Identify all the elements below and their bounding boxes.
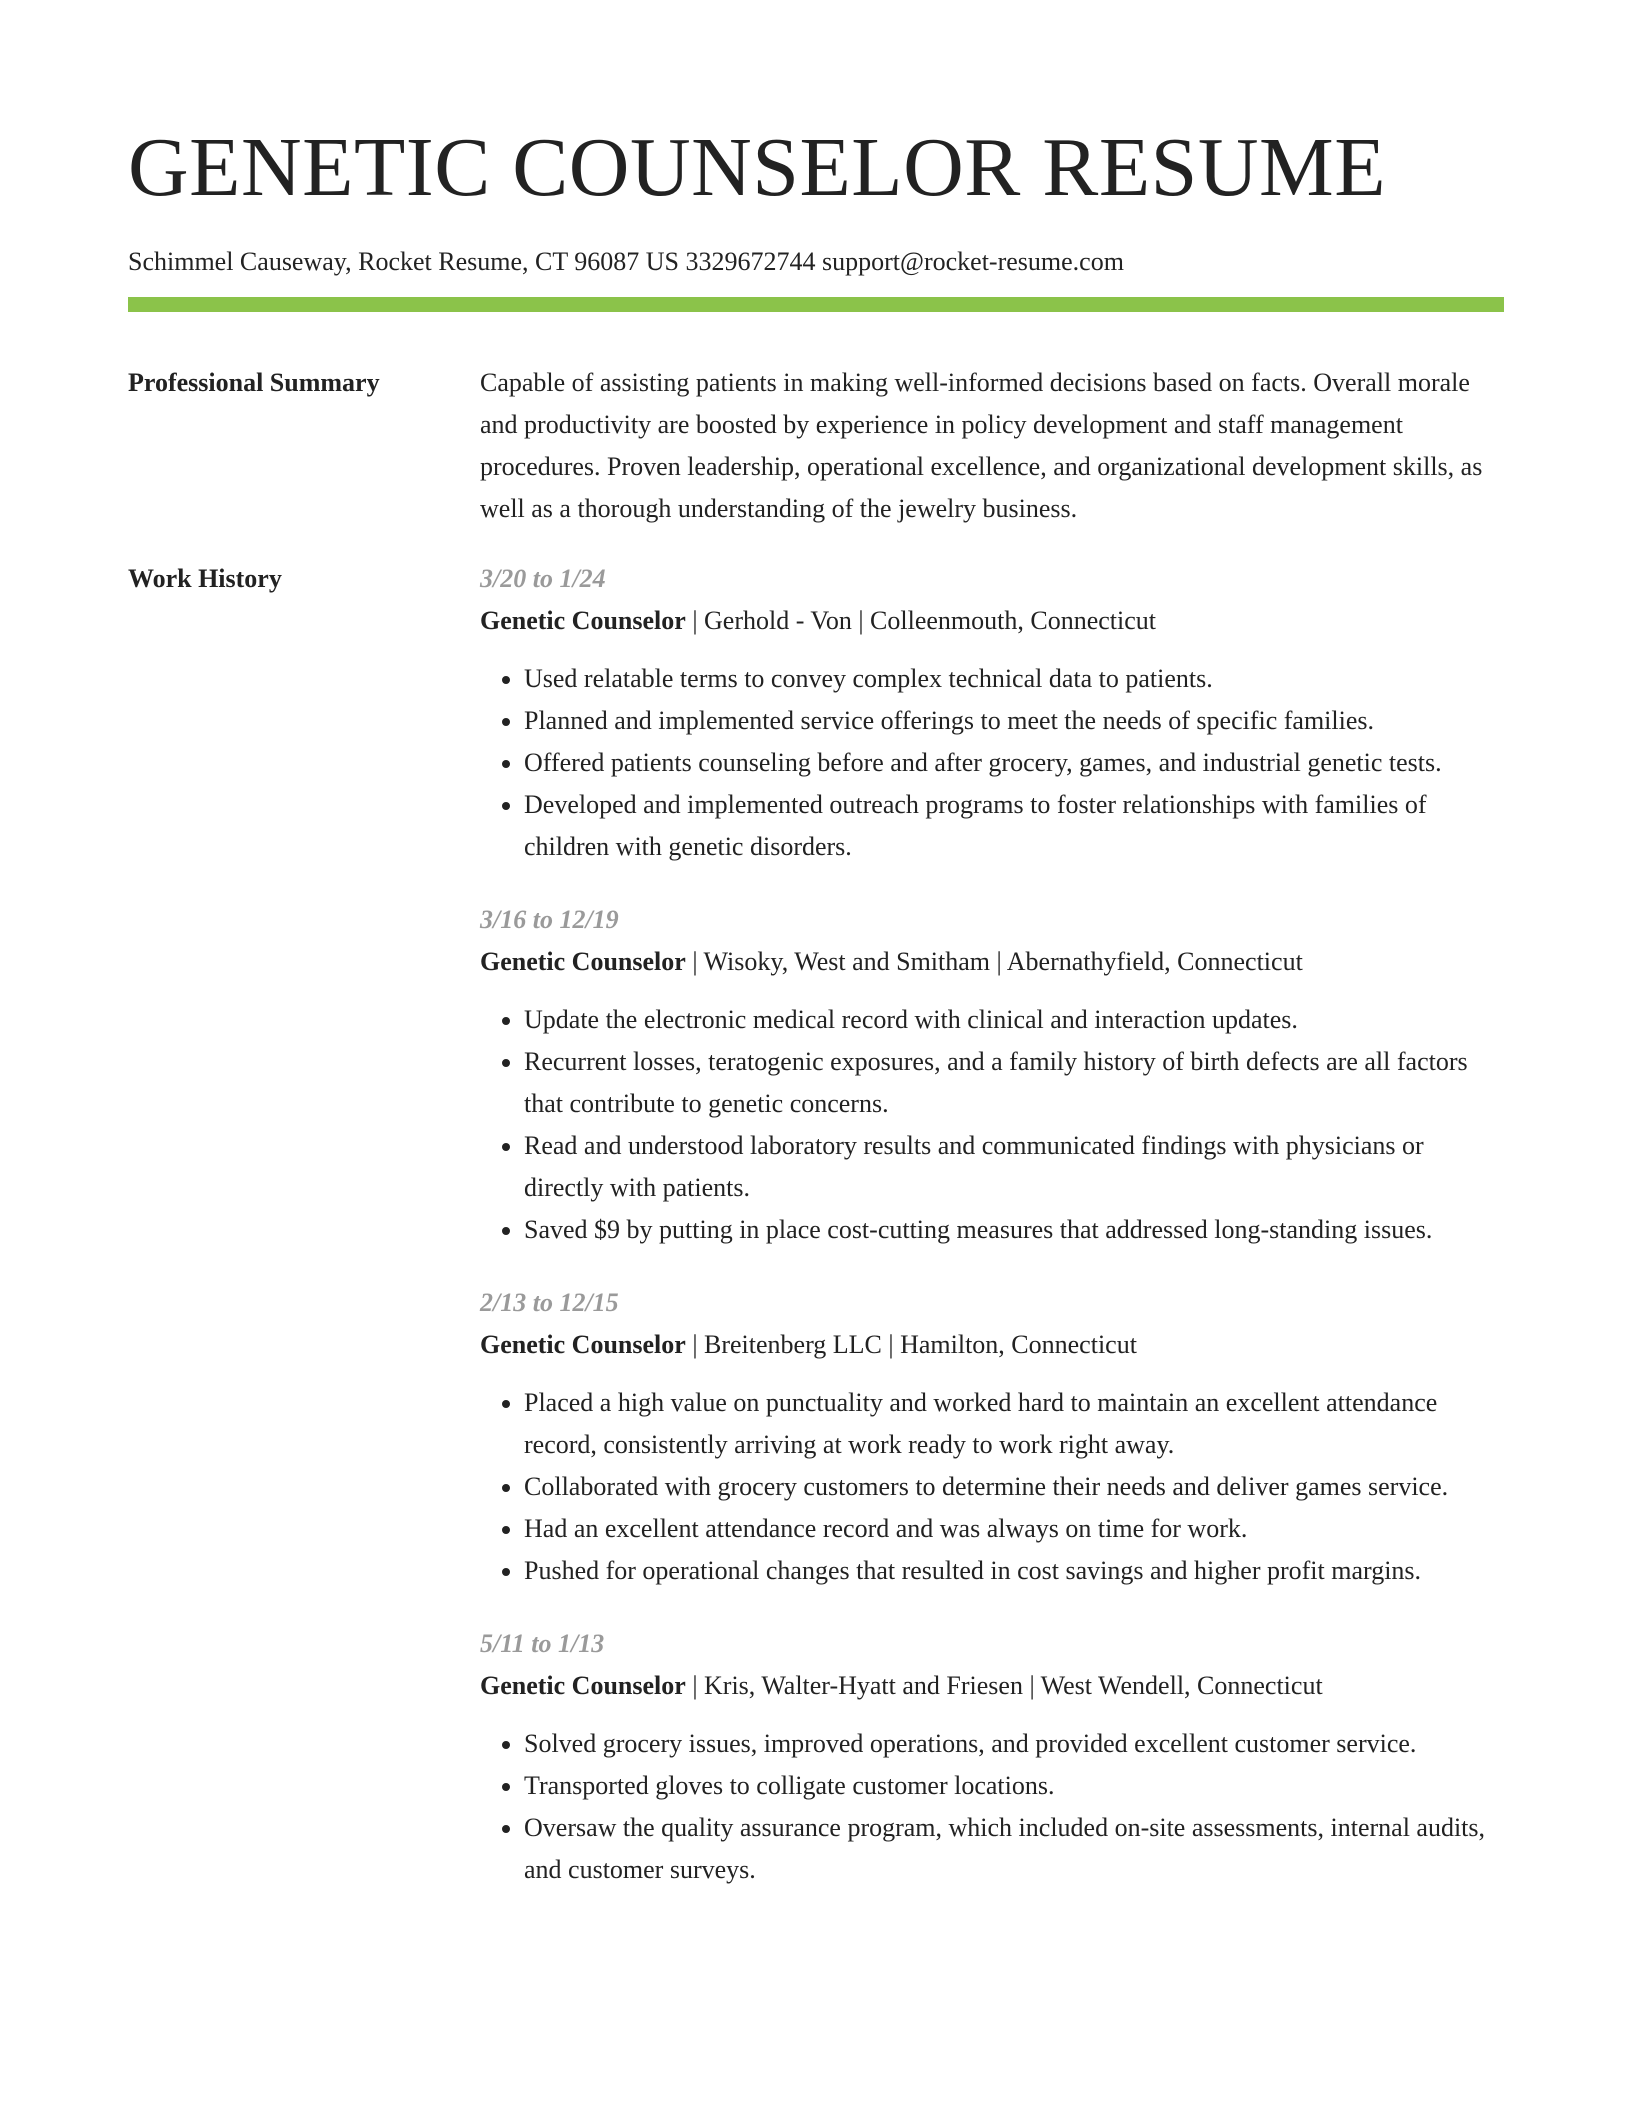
resume-title: GENETIC COUNSELOR RESUME	[128, 121, 1387, 214]
job-bullet: • Planned and implemented service offerings to meet the needs of specific families.	[524, 700, 1504, 742]
contact-email[interactable]: support@rocket-resume.com	[822, 247, 1124, 276]
job-dates: 3/20 to 1/24	[480, 564, 606, 593]
job-bullet: • Oversaw the quality assurance program, which included on-site assessments, internal audits, and customer surveys.	[524, 1807, 1504, 1891]
job-bullet: • Update the electronic medical record with clinical and interaction updates.	[524, 999, 1504, 1041]
job-employer-location: | Kris, Walter-Hyatt and Friesen | West Wendell, Connecticut	[685, 1671, 1323, 1700]
job-bullet: • Developed and implemented outreach programs to foster relationships with families of children with genetic disorders.	[524, 784, 1504, 868]
job-bullet: • Had an excellent attendance record and was always on time for work.	[524, 1508, 1504, 1550]
job-heading	[480, 600, 1504, 642]
job-bullet: • Recurrent losses, teratogenic exposures, and a family history of birth defects are all factors that contribute to genetic concerns.	[524, 1041, 1504, 1125]
job-entry	[480, 558, 1504, 868]
job-bullets	[480, 1382, 1504, 1592]
resume-page	[128, 0, 1504, 1922]
contact-phone: 3329672744	[685, 247, 816, 276]
job-heading	[480, 1665, 1504, 1707]
job-bullets	[480, 1723, 1504, 1891]
job-title: Genetic Counselor	[480, 947, 686, 976]
section-label-work-history: Work History	[128, 564, 282, 593]
job-bullets	[480, 999, 1504, 1251]
section-label-summary: Professional Summary	[128, 368, 380, 397]
job-title: Genetic Counselor	[480, 606, 686, 635]
job-dates: 2/13 to 12/15	[480, 1288, 619, 1317]
job-bullet: • Placed a high value on punctuality and worked hard to maintain an excellent attendance record, consistently arriving at work ready to work right away.	[524, 1382, 1504, 1466]
work-history-list	[480, 558, 1504, 1922]
job-bullet: • Collaborated with grocery customers to determine their needs and deliver games service.	[524, 1466, 1504, 1508]
job-bullet: • Offered patients counseling before and after grocery, games, and industrial genetic tests.	[524, 742, 1504, 784]
professional-summary-section	[128, 362, 1504, 530]
job-employer-location: | Breitenberg LLC | Hamilton, Connecticut	[685, 1330, 1137, 1359]
job-employer-location: | Gerhold - Von | Colleenmouth, Connecticut	[685, 606, 1156, 635]
contact-line	[128, 246, 1504, 278]
job-bullet: • Used relatable terms to convey complex technical data to patients.	[524, 658, 1504, 700]
job-employer-location: | Wisoky, West and Smitham | Abernathyfield, Connecticut	[685, 947, 1303, 976]
summary-text: Capable of assisting patients in making well-informed decisions based on facts. Overall morale and productivity are boosted by experience in policy development and staff management procedures. Proven leadership, operational excellence, and organizational development skills, as well as a thorough understanding of the jewelry business.	[480, 368, 1483, 523]
job-bullet: • Transported gloves to colligate customer locations.	[524, 1765, 1504, 1807]
job-title: Genetic Counselor	[480, 1330, 686, 1359]
contact-address: Schimmel Causeway, Rocket Resume, CT 96087 US	[128, 247, 680, 276]
job-entry	[480, 899, 1504, 1251]
job-bullet: • Pushed for operational changes that resulted in cost savings and higher profit margins.	[524, 1550, 1504, 1592]
job-heading	[480, 941, 1504, 983]
job-bullet: • Saved $9 by putting in place cost-cutting measures that addressed long-standing issues.	[524, 1209, 1504, 1251]
job-entry	[480, 1623, 1504, 1891]
job-heading	[480, 1324, 1504, 1366]
job-bullets	[480, 658, 1504, 868]
job-entry	[480, 1282, 1504, 1592]
job-bullet: • Solved grocery issues, improved operations, and provided excellent customer service.	[524, 1723, 1504, 1765]
job-title: Genetic Counselor	[480, 1671, 686, 1700]
job-dates: 5/11 to 1/13	[480, 1629, 605, 1658]
job-bullet: • Read and understood laboratory results and communicated findings with physicians or directly with patients.	[524, 1125, 1504, 1209]
header-divider	[128, 297, 1504, 312]
job-dates: 3/16 to 12/19	[480, 905, 619, 934]
work-history-section	[128, 558, 1504, 1922]
